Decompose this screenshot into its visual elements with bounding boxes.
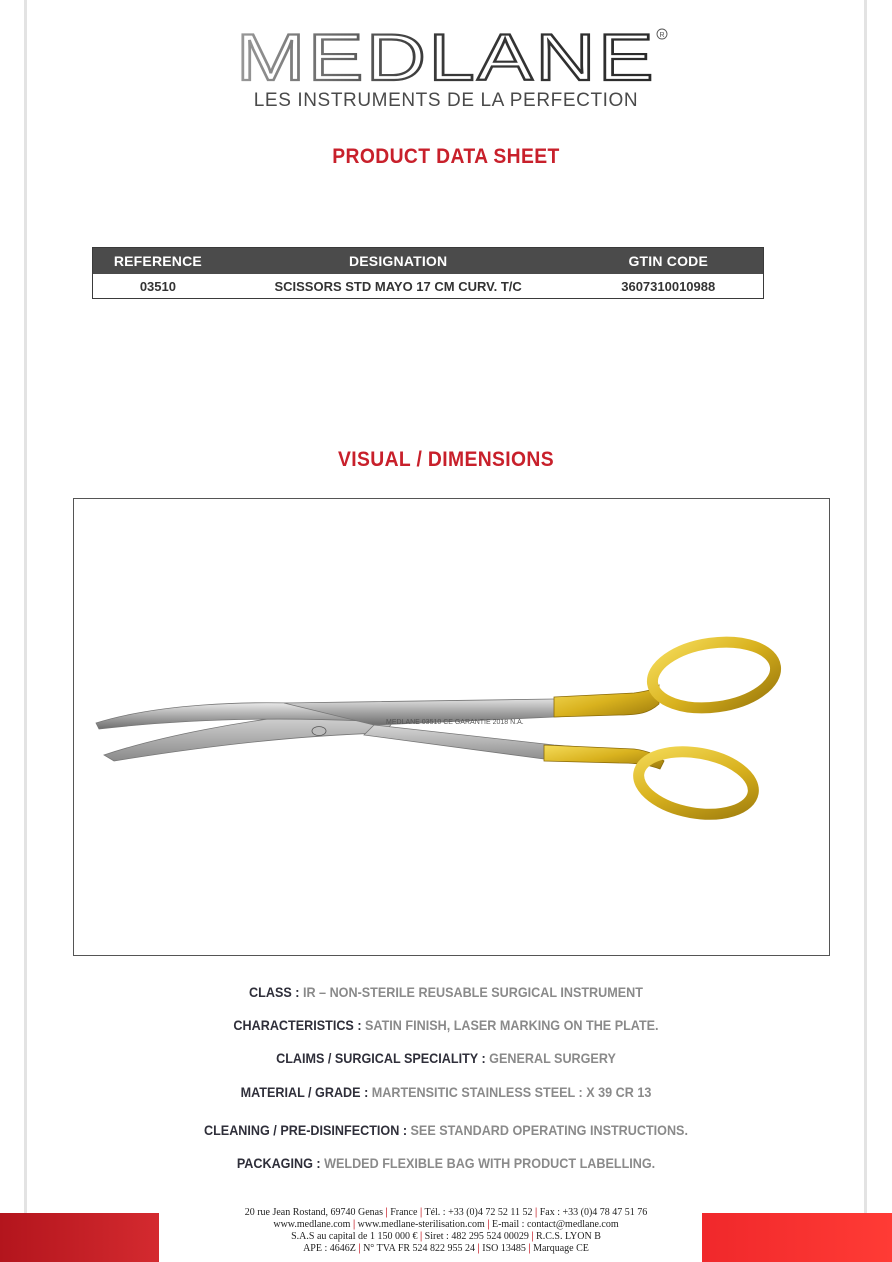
table-header-row [93, 248, 764, 275]
footer-address-line: 20 rue Jean Rostand, 69740 Genas | France | Tél. : +33 (0)4 72 52 11 52 | Fax : +33 (0)4 78 47 51 76 [244, 1207, 648, 1218]
spec-value: IR – NON-STERILE REUSABLE SURGICAL INSTRUMENT [299, 984, 643, 1000]
table-row [93, 274, 764, 299]
footer-country: France [390, 1207, 418, 1218]
product-data-sheet-title: PRODUCT DATA SHEET [332, 145, 560, 168]
spec-label: PACKAGING : [236, 1155, 321, 1171]
spec-label: CLASS : [249, 984, 300, 1000]
right-page-rule [864, 0, 867, 1220]
left-page-rule [24, 0, 27, 1220]
spec-label: CLEANING / PRE-DISINFECTION : [204, 1122, 408, 1138]
spec-value: GENERAL SURGERY [485, 1050, 616, 1066]
footer-legal-line: S.A.S au capital de 1 150 000 € | Siret : 482 295 524 00029 | R.C.S. LYON B [291, 1231, 601, 1242]
svg-text:R: R [659, 32, 665, 39]
upper-gold-handle [554, 685, 659, 717]
footer-tva: N° TVA FR 524 822 955 24 [363, 1243, 476, 1254]
cell-reference: 03510 [139, 278, 176, 294]
footer-registration-line: APE : 4646Z | N° TVA FR 524 822 955 24 | ISO 13485 | Marquage CE [303, 1243, 589, 1254]
product-image-frame [73, 498, 830, 956]
spec-value: MARTENSITIC STAINLESS STEEL : X 39 CR 13 [368, 1084, 652, 1100]
pivot-screw [312, 727, 326, 736]
footer-iso: ISO 13485 [482, 1243, 526, 1254]
footer-rcs: R.C.S. LYON B [536, 1231, 601, 1242]
company-footer [0, 1207, 892, 1255]
spec-label: CHARACTERISTICS : [233, 1017, 362, 1033]
spec-packaging [45, 1155, 848, 1171]
spec-value: SATIN FINISH, LASER MARKING ON THE PLATE. [361, 1017, 659, 1033]
footer-siret: Siret : 482 295 524 00029 [424, 1231, 529, 1242]
upper-finger-ring [648, 635, 780, 716]
cell-gtin-code: 3607310010988 [621, 278, 716, 294]
footer-fax: Fax : +33 (0)4 78 47 51 76 [539, 1207, 648, 1218]
header-designation: DESIGNATION [223, 248, 574, 275]
reference-table [92, 247, 764, 299]
spec-material [45, 1084, 848, 1100]
header-reference: REFERENCE [93, 248, 223, 275]
spec-characteristics [45, 1017, 848, 1033]
footer-email-link[interactable]: E-mail : contact@medlane.com [491, 1219, 619, 1230]
footer-address: 20 rue Jean Rostand, 69740 Genas [244, 1207, 384, 1218]
footer-web-line: www.medlane.com | www.medlane-sterilisation.com | E-mail : contact@medlane.com [273, 1219, 619, 1230]
footer-capital: S.A.S au capital de 1 150 000 € [291, 1231, 418, 1242]
footer-sterilisation-link[interactable]: www.medlane-sterilisation.com [357, 1219, 485, 1230]
spec-label: MATERIAL / GRADE : [240, 1084, 369, 1100]
header-gtin-code: GTIN CODE [573, 248, 763, 275]
footer-website-link[interactable]: www.medlane.com [273, 1219, 351, 1230]
footer-phone: Tél. : +33 (0)4 72 52 11 52 [424, 1207, 533, 1218]
spec-cleaning [45, 1122, 848, 1138]
cell-designation: SCISSORS STD MAYO 17 CM CURV. T/C [274, 278, 522, 294]
spec-value: SEE STANDARD OPERATING INSTRUCTIONS. [407, 1122, 688, 1138]
spec-label: CLAIMS / SURGICAL SPECIALITY : [276, 1050, 486, 1066]
laser-engraving: MEDLANE 03510 CE GARANTIE 2018 N.A. [386, 719, 524, 726]
visual-dimensions-title: VISUAL / DIMENSIONS [338, 448, 554, 471]
scissors-image [74, 499, 831, 957]
spec-claims [45, 1050, 848, 1066]
spec-class [45, 984, 848, 1000]
spec-value: WELDED FLEXIBLE BAG WITH PRODUCT LABELLING. [320, 1155, 656, 1171]
brand-wordmark: MEDLANE [236, 20, 656, 94]
footer-ce-marking: Marquage CE [533, 1243, 589, 1254]
footer-ape: APE : 4646Z [303, 1243, 356, 1254]
lower-finger-ring [634, 743, 759, 822]
brand-tagline: LES INSTRUMENTS DE LA PERFECTION [253, 90, 639, 111]
